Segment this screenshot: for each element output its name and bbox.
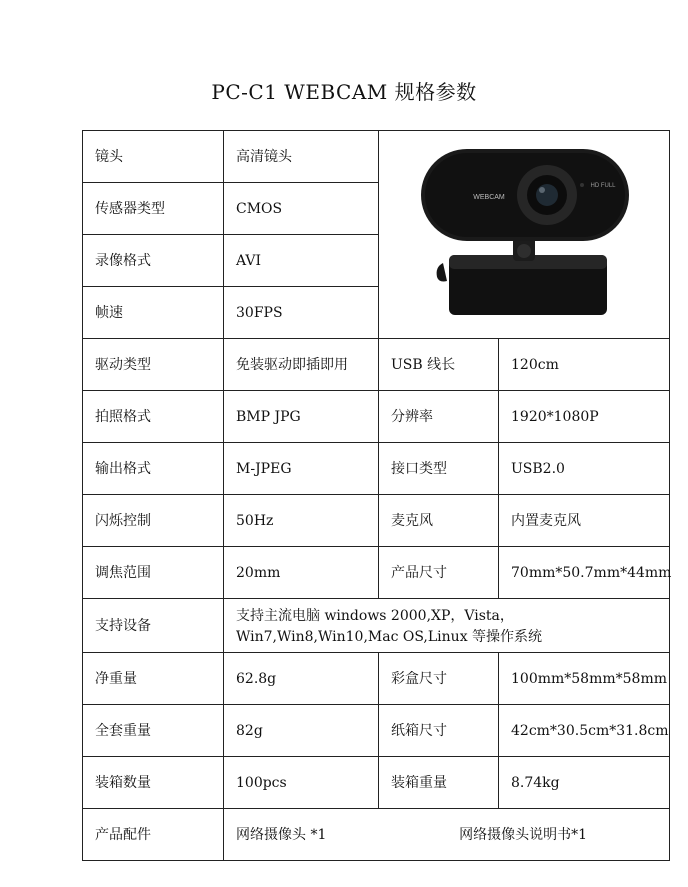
- spec-label: 分辨率: [379, 391, 499, 443]
- spec-label: 接口类型: [379, 443, 499, 495]
- spec-value: 支持主流电脑 windows 2000,XP，Vista，Win7,Win8,Win10,Mac OS,Linux 等操作系统: [224, 599, 670, 653]
- spec-label: 闪烁控制: [83, 495, 224, 547]
- spec-label: 传感器类型: [83, 183, 224, 235]
- spec-value: 100pcs: [224, 757, 379, 809]
- spec-label: 帧速: [83, 287, 224, 339]
- spec-value: BMP JPG: [224, 391, 379, 443]
- table-row: [83, 131, 670, 183]
- spec-value: 62.8g: [224, 653, 379, 705]
- spec-label: 镜头: [83, 131, 224, 183]
- spec-value: 30FPS: [224, 287, 379, 339]
- spec-value: 20mm: [224, 547, 379, 599]
- table-row: [83, 339, 670, 391]
- spec-label: 驱动类型: [83, 339, 224, 391]
- table-row: [83, 809, 670, 861]
- page-title: PC-C1 WEBCAM 规格参数: [211, 80, 477, 104]
- table-row: [83, 705, 670, 757]
- spec-value: 8.74kg: [499, 757, 670, 809]
- spec-table: [82, 130, 670, 861]
- spec-value: 免装驱动即插即用: [224, 339, 379, 391]
- spec-label: 产品尺寸: [379, 547, 499, 599]
- table-row: [83, 599, 670, 653]
- table-row: [83, 443, 670, 495]
- webcam-product-image: [379, 135, 669, 335]
- spec-label: 输出格式: [83, 443, 224, 495]
- accessory-item: 网络摄像头 *1: [236, 826, 327, 843]
- table-row: [83, 391, 670, 443]
- spec-value: 120cm: [499, 339, 670, 391]
- spec-value: 100mm*58mm*58mm: [499, 653, 670, 705]
- product-photo-cell: [379, 131, 670, 339]
- spec-label: 支持设备: [83, 599, 224, 653]
- spec-label: 麦克风: [379, 495, 499, 547]
- spec-label: 净重量: [83, 653, 224, 705]
- spec-value: USB2.0: [499, 443, 670, 495]
- spec-value: 42cm*30.5cm*31.8cm: [499, 705, 670, 757]
- spec-label: USB 线长: [379, 339, 499, 391]
- spec-label: 录像格式: [83, 235, 224, 287]
- spec-value: 82g: [224, 705, 379, 757]
- spec-value: M-JPEG: [224, 443, 379, 495]
- spec-value: 1920*1080P: [499, 391, 670, 443]
- spec-value: 50Hz: [224, 495, 379, 547]
- accessory-item: 网络摄像头说明书*1: [459, 826, 587, 843]
- spec-label: 全套重量: [83, 705, 224, 757]
- spec-label: 拍照格式: [83, 391, 224, 443]
- webcam-brand-text: WEBCAM: [473, 193, 505, 201]
- spec-label: 彩盒尺寸: [379, 653, 499, 705]
- table-row: [83, 653, 670, 705]
- table-row: [83, 495, 670, 547]
- table-row: [83, 547, 670, 599]
- spec-value: 70mm*50.7mm*44mm: [499, 547, 670, 599]
- spec-value: 高清镜头: [224, 131, 379, 183]
- table-row: [83, 757, 670, 809]
- spec-label: 纸箱尺寸: [379, 705, 499, 757]
- spec-label: 调焦范围: [83, 547, 224, 599]
- spec-label: 装箱重量: [379, 757, 499, 809]
- spec-label: 产品配件: [83, 809, 224, 861]
- webcam-badge-text: HD FULL: [590, 182, 616, 189]
- spec-value: AVI: [224, 235, 379, 287]
- spec-value: 内置麦克风: [499, 495, 670, 547]
- spec-value: CMOS: [224, 183, 379, 235]
- spec-label: 装箱数量: [83, 757, 224, 809]
- accessories-cell: [224, 809, 670, 861]
